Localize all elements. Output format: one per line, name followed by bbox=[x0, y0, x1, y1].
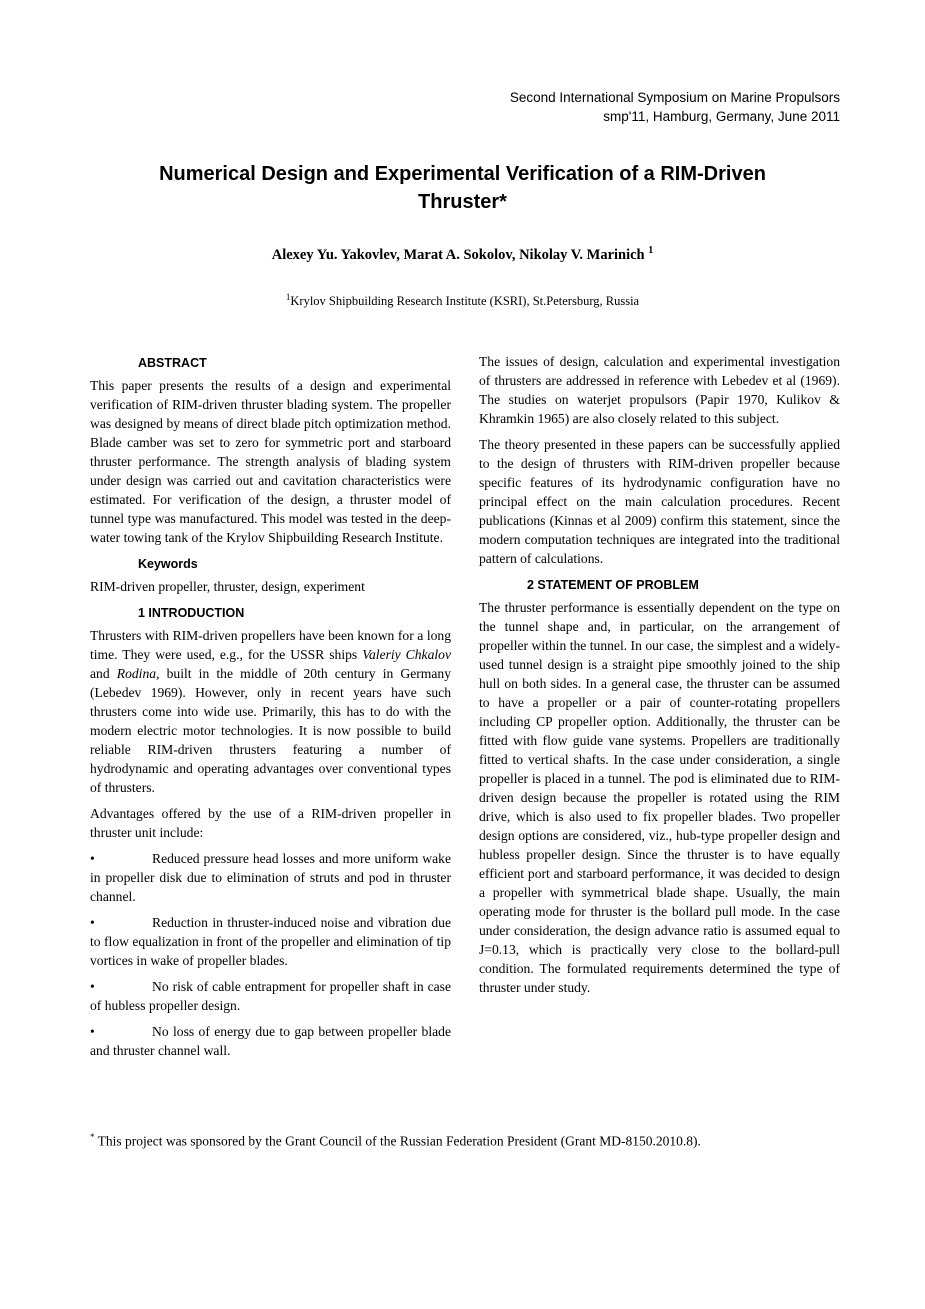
bullet-icon: • bbox=[90, 915, 95, 930]
footnote bbox=[90, 1128, 840, 1151]
footnote-marker: * bbox=[90, 1132, 95, 1142]
conference-header bbox=[510, 88, 840, 126]
advantage-bullet-4-text: No loss of energy due to gap between propeller blade and thruster channel wall. bbox=[90, 1024, 451, 1058]
ship-name-valeriy-chkalov: Valeriy Chkalov bbox=[362, 647, 451, 662]
bullet-icon: • bbox=[90, 851, 95, 866]
bullet-icon: • bbox=[90, 1024, 95, 1039]
conference-header-line2: smp'11, Hamburg, Germany, June 2011 bbox=[603, 109, 840, 124]
keywords-heading: Keywords bbox=[138, 557, 198, 571]
affiliation-line bbox=[0, 292, 925, 309]
advantage-bullet-1-text: Reduced pressure head losses and more uniform wake in propeller disk due to elimination of struts and pod in thruster channel. bbox=[90, 851, 451, 904]
left-column bbox=[90, 352, 451, 1067]
introduction-paragraph-1 bbox=[90, 626, 451, 797]
author-affiliation-marker: 1 bbox=[648, 245, 654, 256]
two-column-body bbox=[90, 352, 840, 1067]
statement-of-problem-heading: 2 STATEMENT OF PROBLEM bbox=[527, 578, 699, 592]
advantage-bullet-2-text: Reduction in thruster-induced noise and vibration due to flow equalization in front of the propeller and elimination of tip vortices in wake of propeller blades. bbox=[90, 915, 451, 968]
advantage-bullet-3-text: No risk of cable entrapment for propeller shaft in case of hubless propeller design. bbox=[90, 979, 451, 1013]
abstract-paragraph: This paper presents the results of a design and experimental verification of RIM-driven thruster blading system. The propeller was designed by means of direct blade pitch optimization method. Blade camber was set to zero for symmetric port and starboard thruster performance. The strength analysis of blading system under design was carried out and cavitation characteristics were estimated. For verification of the design, a thruster model of tunnel type was manufactured. This model was tested in the deep-water towing tank of the Krylov Shipbuilding Research Institute. bbox=[90, 378, 451, 545]
abstract-heading: ABSTRACT bbox=[138, 356, 207, 370]
statement-of-problem-paragraph: The thruster performance is essentially dependent on the type on the tunnel shape and, in particular, on the arrangement of propeller within the tunnel. In our case, the simplest and a widely-used tunnel design is a straight pipe smoothly joined to the ship hull on both sides. In a general case, the thruster can be assumed to have a propeller or a pair of counter-rotating propellers including CP propeller option. Additionally, the thruster can be fitted with flow guide vane systems. Propellers are traditionally fitted to vertical shafts. In the case under consideration, a single propeller is placed in a tunnel. The pod is eliminated due to RIM-driven design because the propeller is rotated using the RIM drive, which is also used to fix propeller blades. Two propeller design options are considered, viz., hub-type propeller design and hubless propeller design. Since the thruster is to have equally efficient port and starboard performance, it was decided to design a propeller with symmetrical blade shape. Usually, the main operating mode for thruster is the bollard pull mode. In the case under consideration, the design advance ratio is assumed equal to J=0.13, which is practically very close to the bollard-pull condition. The formulated requirements determined the type of thruster under study. bbox=[479, 600, 840, 995]
advantages-intro-paragraph: Advantages offered by the use of a RIM-driven propeller in thruster unit include: bbox=[90, 806, 451, 840]
advantage-bullet-1 bbox=[90, 849, 451, 906]
theory-paragraph: The theory presented in these papers can be successfully applied to the design of thrusters with RIM-driven propeller because specific features of its hydrodynamic configuration have no principal effect on the main calculation procedures. Recent publications (Kinnas et al 2009) confirm this statement, since the modern computation techniques are integrated into the traditional pattern of calculations. bbox=[479, 437, 840, 566]
bullet-icon: • bbox=[90, 979, 95, 994]
references-discussion-paragraph: The issues of design, calculation and experimental investigation of thrusters are addressed in reference with Lebedev et al (1969). The studies on waterjet propulsors (Papir 1970, Kulikov & Khramkin 1965) are also closely related to this subject. bbox=[479, 354, 840, 426]
intro-text-part1: Thrusters with RIM-driven propellers have been known for a long time. They were used, e.g., for the USSR ships bbox=[90, 628, 451, 662]
author-names: Alexey Yu. Yakovlev, Marat A. Sokolov, Nikolay V. Marinich bbox=[271, 246, 649, 263]
advantage-bullet-4 bbox=[90, 1022, 451, 1060]
right-column bbox=[479, 352, 840, 1067]
ship-name-rodina: Rodina bbox=[116, 666, 157, 681]
paper-title: Numerical Design and Experimental Verification of a RIM-Driven Thruster* bbox=[159, 163, 766, 213]
authors-line bbox=[0, 245, 925, 264]
keywords-text: RIM-driven propeller, thruster, design, experiment bbox=[90, 579, 365, 594]
advantage-bullet-2 bbox=[90, 913, 451, 970]
footnote-text: This project was sponsored by the Grant Council of the Russian Federation President (Grant MD-8150.2010.8). bbox=[94, 1133, 701, 1149]
intro-text-part3: , built in the middle of 20th century in Germany (Lebedev 1969). However, only in recent years have such thrusters come into wide use. Primarily, this has to do with the modern electric motor technologies. It is now possible to build reliable RIM-driven thrusters featuring a number of hydrodynamic and operating advantages over conventional types of thrusters. bbox=[90, 666, 452, 795]
conference-header-line1: Second International Symposium on Marine Propulsors bbox=[509, 90, 840, 105]
introduction-heading: 1 INTRODUCTION bbox=[138, 606, 245, 620]
affiliation-text: Krylov Shipbuilding Research Institute (KSRI), St.Petersburg, Russia bbox=[290, 294, 640, 309]
intro-text-part2: and bbox=[90, 666, 117, 681]
affiliation-marker: 1 bbox=[285, 292, 291, 302]
advantage-bullet-3 bbox=[90, 977, 451, 1015]
